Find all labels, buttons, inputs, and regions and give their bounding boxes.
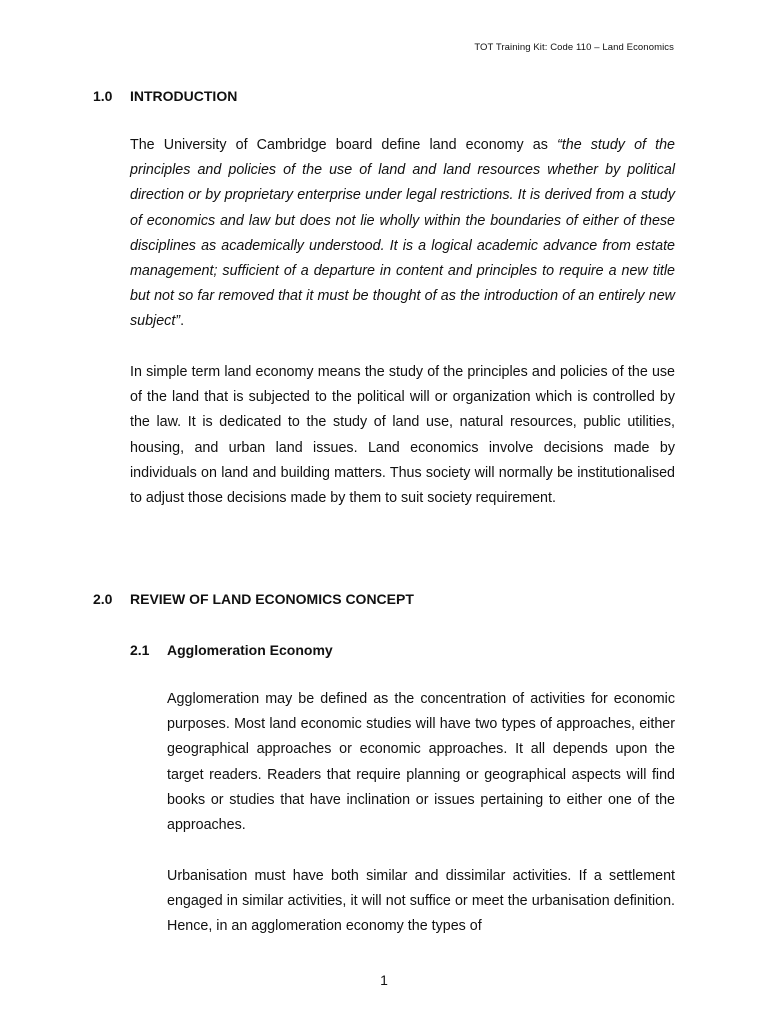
- running-header: TOT Training Kit: Code 110 – Land Economics: [474, 42, 674, 53]
- subsection-title: Agglomeration Economy: [167, 642, 333, 658]
- definition-lead: The University of Cambridge board define land economy as: [130, 137, 558, 153]
- definition-quote: “the study of the principles and policies of the use of land and land resources whether by political direction or by proprietary enterprise under legal restrictions. It is derived from a study of economics and law but does not lie wholly within the boundaries of either of these disciplines as academically understood. It is a logical academic advance from estate management; sufficient of a departure in content and principles to require a new title but not so far removed that it must be thought of as the introduction of an entirely new subject”: [130, 137, 675, 330]
- agglomeration-paragraph-definition: Agglomeration may be defined as the concentration of activities for economic purposes. Most land economic studies will have two types of approaches, either geographical approaches or economic approaches. It all depends upon the target readers. Readers that require planning or geographical aspects will find books or studies that have inclination or issues pertaining to either one of the approaches.: [167, 691, 675, 834]
- agglomeration-paragraph-urbanisation: Urbanisation must have both similar and dissimilar activities. If a settlement engaged in similar activities, it will not suffice or meet the urbanisation definition. Hence, in an agglomeration economy the types of: [167, 868, 675, 935]
- section-number: 1.0: [93, 88, 113, 104]
- page-number: 1: [380, 972, 388, 988]
- intro-paragraph-simple-term: In simple term land economy means the study of the principles and policies of the use of the land that is subjected to the political will or organization which is controlled by the law. It is dedicated to the study of land use, natural resources, public utilities, housing, and urban land issues. Land economics involve decisions made by individuals on land and building matters. Thus society will normally be institutionalised to adjust those decisions made by them to suit society requirement.: [130, 364, 675, 507]
- section-title: REVIEW OF LAND ECONOMICS CONCEPT: [130, 591, 414, 607]
- section-number: 2.0: [93, 591, 113, 607]
- section-heading-introduction: [93, 88, 237, 104]
- intro-paragraph-definition: [130, 133, 675, 335]
- subsection-heading-agglomeration: [130, 642, 333, 658]
- subsection-number: 2.1: [130, 642, 150, 658]
- definition-tail: .: [180, 313, 185, 330]
- section-title: INTRODUCTION: [130, 88, 238, 104]
- section-heading-review: [93, 591, 414, 607]
